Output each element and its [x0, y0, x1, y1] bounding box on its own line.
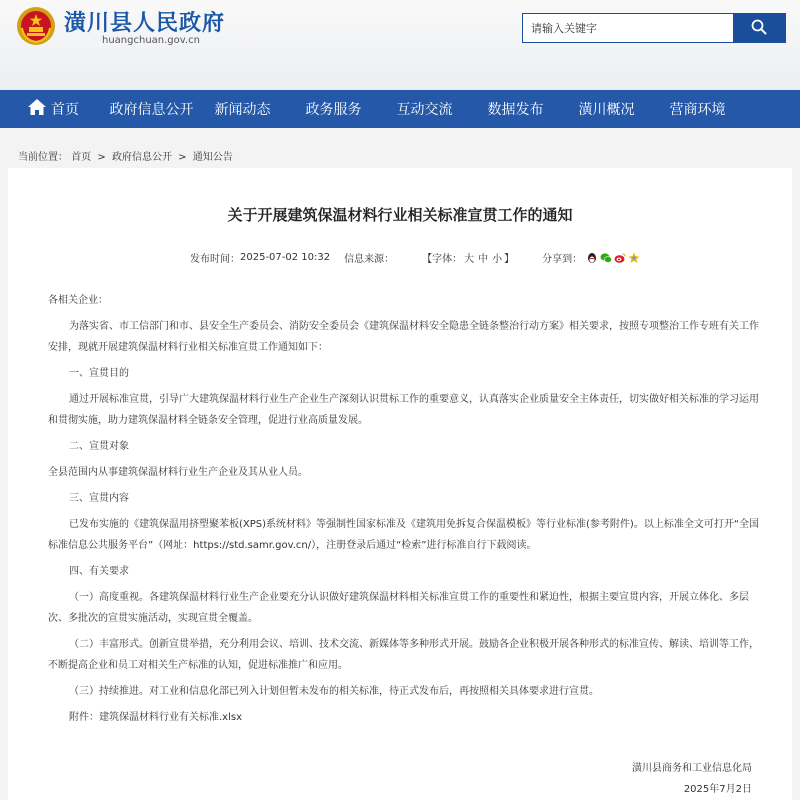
salutation: 各相关企业： — [48, 295, 108, 306]
font-size-medium-button[interactable]: 中 — [478, 254, 489, 265]
section-heading: 一、宣贯目的 — [69, 368, 129, 379]
signer: 潢川县商务和工业信息化局 — [632, 763, 752, 774]
section-paragraph: 通过开展标准宣贯，引导广大建筑保温材料行业生产企业生产深刻认识贯标工作的重要意义，认真落实企业质量安全主体责任，切实做好相关标准的学习运用和贯彻实施，助力建筑保温材料全链条安全管理，促进行业高质量发展。 — [48, 394, 759, 426]
site-title[interactable]: 潢川县人民政府 — [64, 11, 226, 36]
source-label: 信息来源： — [344, 254, 395, 265]
home-icon — [27, 98, 47, 120]
share-label: 分享到： — [542, 254, 583, 265]
nav-item-gov-info[interactable]: 政府信息公开 — [109, 102, 194, 118]
site-domain: huangchuan.gov.cn — [102, 35, 200, 46]
font-size-small-button[interactable]: 小 — [492, 254, 503, 265]
section-paragraph: 已发布实施的《建筑保温用挤塑聚苯板(XPS)系统材料》等强制性国家标准及《建筑用免拆复合保温模板》等行业标准(参考附件)。以上标准全文可打开“全国标准信息公共服务平台”（网址：https://std.samr.gov.cn/），注册登录后通过“检索”进行标准自行下载阅读。 — [48, 519, 760, 551]
nav-item-home[interactable] — [0, 90, 106, 128]
weibo-icon[interactable] — [614, 252, 626, 264]
publish-label: 发布时间： — [190, 254, 240, 265]
section-heading: 四、有关要求 — [69, 566, 129, 577]
breadcrumb-gov-info[interactable]: 政府信息公开 — [111, 152, 172, 163]
signature-block — [632, 758, 752, 800]
article-body — [48, 290, 764, 733]
article-title: 关于开展建筑保温材料行业相关标准宣贯工作的通知 — [227, 206, 573, 224]
publish-time: 2025-07-02 10:32 — [240, 252, 331, 263]
breadcrumb-home[interactable]: 首页 — [71, 152, 92, 163]
section-heading: 二、宣贯对象 — [69, 441, 129, 452]
article-meta — [190, 250, 640, 265]
national-emblem-icon — [16, 6, 56, 46]
requirement-paragraph: （一）高度重视。各建筑保温材料行业生产企业要充分认识做好建筑保温材料相关标准宣贯工作的重要性和紧迫性，根据主要宣贯内容，开展立体化、多层次、多批次的宣贯实施活动，实现宣贯全覆盖。 — [48, 592, 749, 624]
requirement-paragraph: （三）持续推进。对工业和信息化部已列入计划但暂未发布的相关标准，待正式发布后，再按照相关具体要求进行宣贯。 — [69, 686, 599, 697]
intro-paragraph: 为落实省、市工信部门和市、县安全生产委员会、消防安全委员会《建筑保温材料安全隐患全链条整治行动方案》相关要求，按照专项整治工作专班有关工作安排，现就开展建筑保温材料行业相关标准宣贯工作通知如下： — [48, 321, 759, 353]
search-input[interactable] — [523, 14, 733, 42]
breadcrumb-separator: > — [97, 152, 106, 163]
sign-date: 2025年7月2日 — [683, 784, 752, 795]
nav-item-news[interactable]: 新闻动态 — [214, 102, 271, 118]
share-icons — [586, 252, 640, 264]
requirement-paragraph: （二）丰富形式。创新宣贯举措，充分利用会议、培训、技术交流、新媒体等多种形式开展。鼓励各企业积极开展各种形式的标准宣传、解读、培训等工作，不断提高企业和员工对相关生产标准的认知，促进标准推广和应用。 — [48, 639, 759, 671]
nav-item-data[interactable]: 数据发布 — [487, 102, 544, 118]
attachment-link[interactable]: 建筑保温材料行业有关标准.xlsx — [99, 712, 243, 723]
wechat-icon[interactable] — [600, 252, 612, 264]
search-button[interactable] — [733, 14, 785, 42]
nav-item-label: 首页 — [51, 102, 79, 118]
nav-item-overview[interactable]: 潢川概况 — [578, 102, 635, 118]
breadcrumb — [18, 148, 233, 163]
nav-item-interaction[interactable]: 互动交流 — [396, 102, 453, 118]
qzone-icon[interactable] — [628, 252, 640, 264]
font-size-large-button[interactable]: 大 — [464, 254, 475, 265]
breadcrumb-label: 当前位置： — [18, 152, 68, 163]
attachment-label: 附件： — [69, 712, 99, 723]
article-card — [8, 168, 792, 800]
main-nav — [0, 90, 800, 128]
breadcrumb-separator: > — [178, 152, 187, 163]
search-icon — [751, 19, 767, 38]
nav-item-services[interactable]: 政务服务 — [305, 102, 362, 118]
nav-item-business[interactable]: 营商环境 — [669, 102, 726, 118]
breadcrumb-notices[interactable]: 通知公告 — [192, 152, 233, 163]
search-box — [522, 13, 786, 43]
font-size-close: 】 — [504, 254, 515, 265]
section-paragraph: 全县范围内从事建筑保温材料行业生产企业及其从业人员。 — [48, 467, 308, 478]
attachment-line — [48, 707, 764, 728]
site-header — [0, 0, 800, 90]
font-size-open: 【字体： — [422, 254, 463, 265]
qq-icon[interactable] — [586, 252, 598, 264]
section-heading: 三、宣贯内容 — [69, 493, 129, 504]
